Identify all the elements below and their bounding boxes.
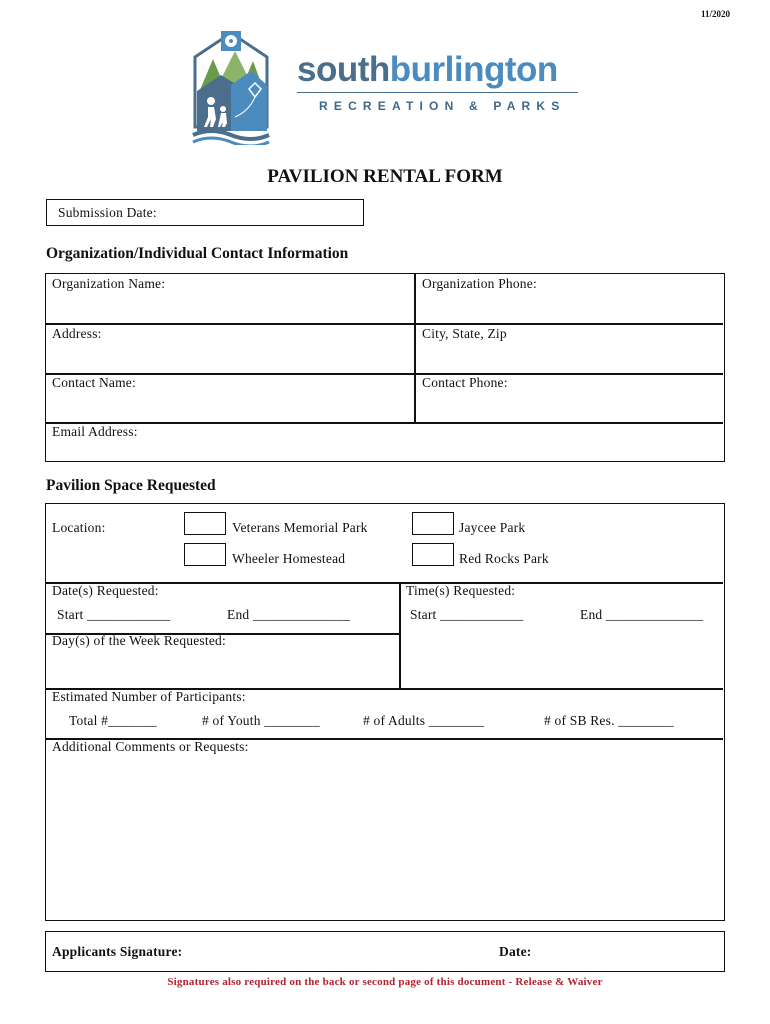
adults-count-field[interactable]: # of Adults ________: [363, 713, 485, 728]
brand-name-part1: south: [297, 50, 390, 89]
org-phone-field[interactable]: [416, 274, 723, 323]
dates-requested-label: Date(s) Requested:: [52, 583, 159, 598]
dates-start-field[interactable]: Start ____________: [57, 607, 171, 622]
dates-requested-field[interactable]: [46, 583, 399, 633]
times-requested-label: Time(s) Requested:: [406, 583, 516, 598]
city-state-zip-field[interactable]: [416, 324, 723, 373]
org-phone-label: Organization Phone:: [422, 276, 537, 291]
signature-row: [45, 931, 725, 972]
pavilion-section-heading: Pavilion Space Requested: [46, 477, 216, 494]
city-state-zip-label: City, State, Zip: [422, 326, 507, 341]
brand-tagline: RECREATION & PARKS: [319, 99, 566, 113]
south-burlington-logo-icon: [191, 27, 271, 145]
participants-label: Estimated Number of Participants:: [52, 689, 246, 704]
veterans-memorial-park-label: Veterans Memorial Park: [232, 520, 368, 535]
signature-date-label[interactable]: Date:: [499, 944, 532, 959]
contact-phone-label: Contact Phone:: [422, 375, 508, 390]
contact-section-heading: Organization/Individual Contact Information: [46, 245, 349, 262]
org-name-label: Organization Name:: [52, 276, 166, 291]
days-of-week-field[interactable]: [46, 634, 399, 688]
location-label: Location:: [52, 520, 106, 535]
email-field[interactable]: [46, 424, 723, 460]
applicant-signature-label[interactable]: Applicants Signature:: [52, 944, 183, 959]
address-label: Address:: [52, 326, 102, 341]
jaycee-park-checkbox[interactable]: [412, 512, 454, 535]
revision-date: 11/2020: [700, 9, 730, 19]
pavilion-table: [45, 503, 725, 921]
contact-name-field[interactable]: [46, 374, 414, 422]
jaycee-park-label: Jaycee Park: [459, 520, 526, 535]
participants-field: [46, 689, 723, 738]
wheeler-homestead-label: Wheeler Homestead: [232, 551, 346, 566]
contact-info-table: [45, 273, 725, 462]
email-label: Email Address:: [52, 424, 138, 439]
contact-phone-field[interactable]: [416, 374, 723, 422]
address-field[interactable]: [46, 324, 414, 373]
submission-date-field[interactable]: [46, 199, 364, 226]
veterans-memorial-park-checkbox[interactable]: [184, 512, 226, 535]
submission-date-label: Submission Date:: [58, 205, 157, 220]
times-requested-field[interactable]: [401, 583, 723, 633]
youth-count-field[interactable]: # of Youth ________: [202, 713, 320, 728]
comments-label: Additional Comments or Requests:: [52, 739, 249, 754]
times-start-field[interactable]: Start ____________: [410, 607, 524, 622]
sb-residents-count-field[interactable]: # of SB Res. ________: [544, 713, 674, 728]
dates-end-field[interactable]: End ______________: [227, 607, 351, 622]
days-of-week-label: Day(s) of the Week Requested:: [52, 633, 226, 648]
total-participants-field[interactable]: Total #_______: [69, 713, 157, 728]
times-end-field[interactable]: End ______________: [580, 607, 704, 622]
wheeler-homestead-checkbox[interactable]: [184, 543, 226, 566]
signature-footer-note: Signatures also required on the back or second page of this document - Release & Waiver: [167, 976, 603, 988]
org-name-field[interactable]: [46, 274, 414, 323]
red-rocks-park-checkbox[interactable]: [412, 543, 454, 566]
comments-field[interactable]: [46, 739, 723, 919]
brand-name-part2: burlington: [389, 50, 558, 89]
red-rocks-park-label: Red Rocks Park: [459, 551, 549, 566]
contact-name-label: Contact Name:: [52, 375, 136, 390]
brand-divider: [297, 92, 578, 93]
form-title: PAVILION RENTAL FORM: [267, 166, 503, 187]
brand-name: [297, 52, 558, 87]
